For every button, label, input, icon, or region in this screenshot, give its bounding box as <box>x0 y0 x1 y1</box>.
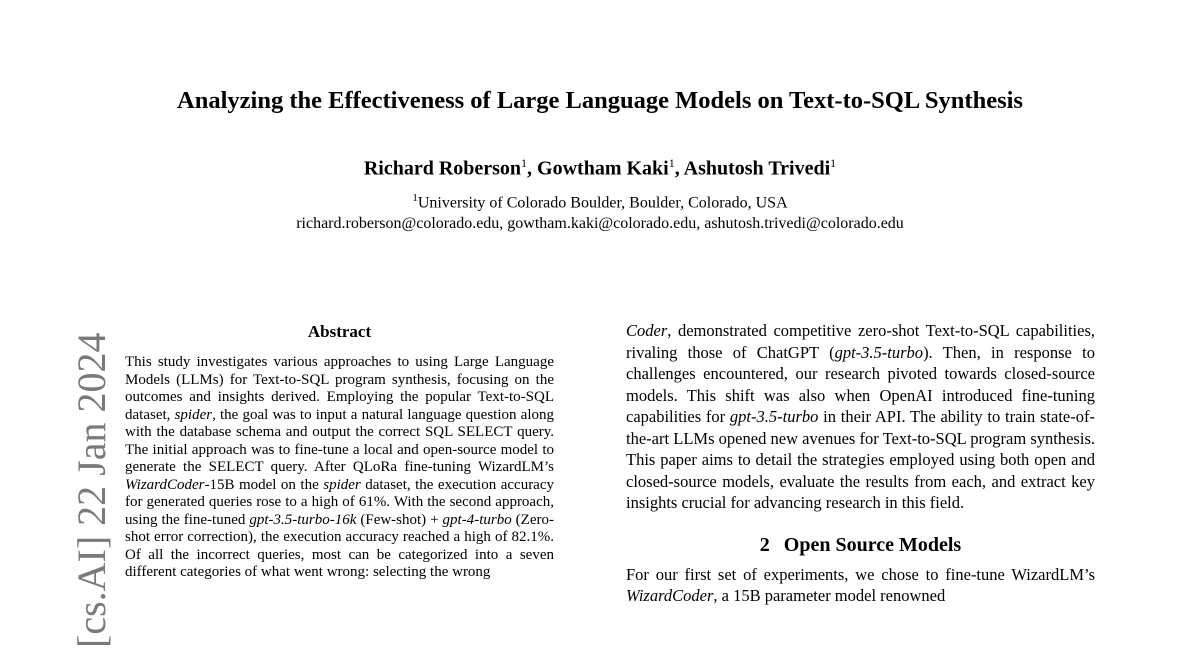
affiliation <box>0 188 1200 213</box>
introduction-continuation <box>626 320 1095 514</box>
text-run: For our first set of experiments, we chose to fine-tune WizardLM’s <box>626 564 1095 584</box>
left-column <box>125 320 554 582</box>
italic-term: gpt-3.5-turbo <box>729 407 819 426</box>
author-affiliation-mark: 1 <box>668 156 675 170</box>
italic-term: WizardCoder <box>125 476 205 493</box>
italic-term: Coder <box>626 321 668 340</box>
text-run: , a 15B parameter model renowned <box>713 586 946 605</box>
text-run: , the goal was to input a natural language question along with the database schema and output the correct SQL SELECT query. The initial approach was to fine-tune a local and open-source model to generate the SELECT query. After QLoRa fine-tuning WizardLM’s <box>125 406 554 475</box>
text-run: , demonstrated competitive zero-shot Text-to-SQL capabilities, rivaling those of ChatGPT ( <box>626 321 1095 362</box>
arxiv-stamp-text: [cs.AI] 22 Jan 2024 <box>69 332 114 648</box>
section-number: 2 <box>759 533 770 556</box>
italic-term: gpt-3.5-turbo-16k <box>249 511 357 528</box>
section-heading <box>626 532 1095 558</box>
abstract-heading: Abstract <box>307 322 372 341</box>
italic-term: gpt-4-turbo <box>442 511 512 528</box>
author-name: Ashutosh Trivedi <box>683 157 831 180</box>
author-list: Richard Roberson$^1$, Gowtham Kaki$^1$, Ashutosh Trivedi$^1$ <box>363 156 837 180</box>
arxiv-stamp <box>28 325 114 648</box>
affiliation-block <box>0 188 1200 234</box>
right-column <box>626 320 1095 607</box>
italic-term: spider <box>174 406 213 423</box>
author-emails: richard.roberson@colorado.edu, gowtham.kaki@colorado.edu, ashutosh.trivedi@colorado.edu <box>296 215 904 233</box>
italic-term: WizardCoder <box>626 586 714 605</box>
paper-title: Analyzing the Effectiveness of Large Language Models on Text-to-SQL Synthesis <box>177 87 1023 114</box>
italic-term: gpt-3.5-turbo <box>834 342 924 362</box>
text-run: dataset, the execution accuracy for generated queries rose to a high of 61%. With the second approach, using the fine-tuned <box>125 476 554 528</box>
text-run: in their API. The ability to train state-of-the-art LLMs opened new avenues for Text-to-SQL program synthesis. This paper aims to detail the strategies employed using both open and closed-source models, evaluate the results from each, and extract key insights crucial for advancing research in this field. <box>626 407 1095 512</box>
italic-term: spider <box>323 476 361 493</box>
author-name: Gowtham Kaki <box>537 157 669 180</box>
section-title: Open Source Models <box>783 533 962 556</box>
author-affiliation-mark: 1 <box>521 156 528 170</box>
text-run: (Zero-shot error correction), the execution accuracy reached a high of 82.1%. Of all the incorrect queries, most can be categorized into a seven different categories of what went wrong: selecting the wrong <box>125 511 554 580</box>
abstract-text <box>125 354 554 582</box>
affiliation-mark: 1 <box>412 192 418 204</box>
text-run: ). Then, in response to challenges encountered, our research pivoted towards closed-source models. This shift was also when OpenAI introduced fine-tuning capabilities for <box>626 342 1095 426</box>
author-name: Richard Roberson <box>363 157 522 180</box>
text-run: (Few-shot) + <box>356 511 443 528</box>
author-affiliation-mark: 1 <box>830 156 837 170</box>
text-run: -15B model on the <box>204 476 324 493</box>
text-run: This study investigates various approaches to using Large Language Models (LLMs) for Text-to-SQL program synthesis, focusing on the outcomes and insights derived. Employing the popular Text-to-SQL dataset, <box>125 354 554 423</box>
section-paragraph <box>626 564 1095 607</box>
affiliation-text: University of Colorado Boulder, Boulder, Colorado, USA <box>417 194 788 212</box>
